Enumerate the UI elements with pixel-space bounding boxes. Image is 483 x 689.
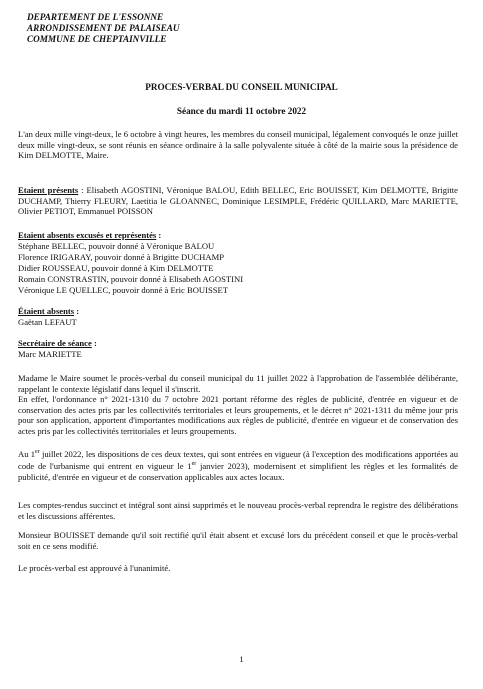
document-title: PROCES-VERBAL DU CONSEIL MUNICIPAL xyxy=(145,82,338,92)
present-list: : Elisabeth AGOSTINI, Véronique BALOU, Edith BELLEC, Eric BOUISSET, Kim DELMOTTE, Brigitte DUCHAMP, Thierry FLEURY, Laetitia le GLOANNEC, Dominique LESIMPLE, Frédéric QUILLARD, Marc MARIETTE, Olivier PETIOT, Emmanuel POISSON xyxy=(18,185,458,217)
secretary-colon: : xyxy=(91,338,97,348)
secretary-name: Marc MARIETTE xyxy=(18,349,82,359)
body-paragraph-4: Les comptes-rendus succinct et intégral sont ainsi supprimés et le nouveau procès-verbal reprendra le registre des délibérations et les discussions afférentes. xyxy=(18,500,458,521)
list-item: Véronique LE QUELLEC, pouvoir donné à Eric BOUISSET xyxy=(18,285,229,295)
list-item: Stéphane BELLEC, pouvoir donné à Véronique BALOU xyxy=(18,241,215,251)
p3-superscript-2: er xyxy=(191,461,197,468)
list-item: Didier ROUSSEAU, pouvoir donné à Kim DELMOTTE xyxy=(18,263,214,273)
page-number: 1 xyxy=(239,654,244,664)
body-paragraph-1: Madame le Maire soumet le procès-verbal du conseil municipal du 11 juillet 2022 à l'approbation de l'assemblée délibérante, rappelant le contexte législatif dans lequel il s'inscrit. xyxy=(18,373,458,394)
p3-part-c: janvier 2023), modernisent et simplifient les règles et les formalités de publicité, d'entrée en vigueur et de conservation applicables aux actes locaux. xyxy=(18,461,458,482)
intro-paragraph: L'an deux mille vingt-deux, le 6 octobre à vingt heures, les membres du conseil municipal, légalement convoqués le onze juillet deux mille vingt-deux, se sont réunis en séance ordinaire à la salle polyvalente située à côté de la mairie sous la présidence de Kim DELMOTTE, Maire. xyxy=(18,129,458,161)
body-paragraph-2: En effet, l'ordonnance n° 2021-1310 du 7 octobre 2021 portant réforme des règles de publicité, d'entrée en vigueur et de conservation des actes pris par les collectivités territoriales et leurs groupements, et le décret n° 2021-1311 du même jour pris pour son application, apportent d'importantes modifications aux règles de publicité, d'entrée en vigueur et de conservation des actes pris par les collectivités territoriales et leurs groupements. xyxy=(18,394,458,436)
list-item: Florence IRIGARAY, pouvoir donné à Brigitte DUCHAMP xyxy=(18,252,225,262)
list-item: Romain CONSTRASTIN, pouvoir donné à Elisabeth AGOSTINI xyxy=(18,274,244,284)
session-date: Séance du mardi 11 octobre 2022 xyxy=(176,106,307,116)
present-paragraph xyxy=(18,185,458,217)
absent-colon: : xyxy=(74,306,80,316)
header-department: DEPARTEMENT DE L'ESSONNE xyxy=(27,12,164,22)
secretary-label: Secrétaire de séance xyxy=(18,338,92,348)
body-paragraph-3 xyxy=(18,447,458,483)
p3-superscript: er xyxy=(35,449,40,455)
body-paragraph-6: Le procès-verbal est approuvé à l'unanimité. xyxy=(18,563,171,573)
absent-label: Étaient absents xyxy=(18,306,75,316)
excused-heading xyxy=(18,230,161,241)
absent-heading xyxy=(18,306,79,317)
present-label: Etaient présents xyxy=(18,185,79,195)
header-commune: COMMUNE DE CHEPTAINVILLE xyxy=(27,34,167,44)
excused-colon: : xyxy=(156,230,162,240)
p3-part-a: Au 1 xyxy=(18,448,36,459)
p3-part-b: juillet 2022, les dispositions de ces deux textes, qui sont entrées en vigueur (à l'exception des modifications apportées au code de l'urbanisme qui entrent en vigueur le 1 xyxy=(18,448,459,472)
secretary-heading xyxy=(18,338,97,349)
body-paragraph-5: Monsieur BOUISSET demande qu'il soit rectifié qu'il était absent et excusé lors du précédent conseil et que le procès-verbal soit en ce sens modifié. xyxy=(18,530,458,551)
excused-label: Etaient absents excusés et représentés xyxy=(18,230,157,240)
absent-name: Gaëtan LEFAUT xyxy=(18,317,77,327)
header-arrondissement: ARRONDISSEMENT DE PALAISEAU xyxy=(27,23,180,33)
